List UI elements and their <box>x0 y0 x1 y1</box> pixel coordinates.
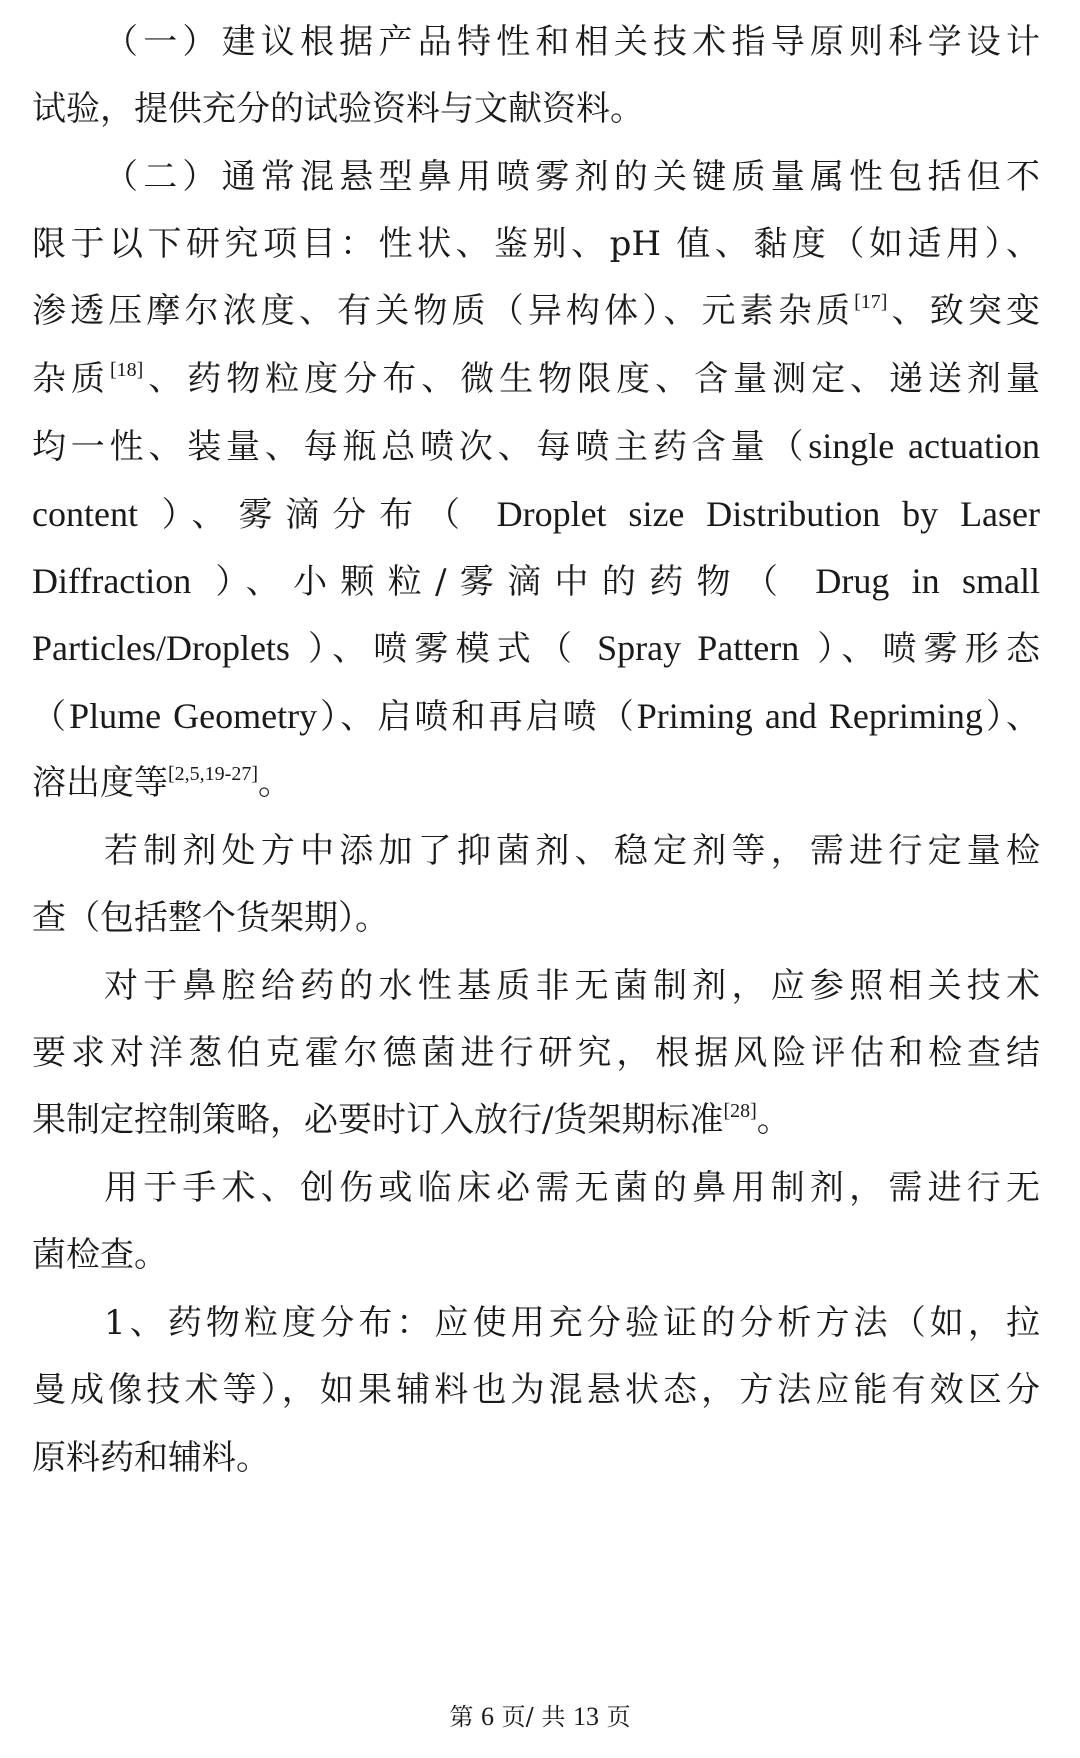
text-span: Particles/Droplets <box>32 628 290 668</box>
text-span: 、药物粒度分布、微生物限度、含量测定、递送剂量 <box>143 359 1041 399</box>
citation-ref: [28] <box>723 1100 757 1122</box>
paragraph-6-line-3: 原料药和辅料。 <box>32 1438 270 1478</box>
paragraph-2-line-4 <box>32 359 1040 399</box>
paragraph-6-line-1: 1、药物粒度分布：应使用充分验证的分析方法（如，拉 <box>104 1303 1040 1343</box>
paragraph-2-line-3 <box>32 291 1040 331</box>
text-span: 渗透压摩尔浓度、有关物质（异构体）、元素杂质 <box>32 291 855 331</box>
paragraph-5-line-1: 用于手术、创伤或临床必需无菌的鼻用制剂，需进行无 <box>104 1168 1040 1208</box>
paragraph-1-line-1: （一）建议根据产品特性和相关技术指导原则科学设计 <box>104 22 1040 62</box>
text-span: ）、雾滴分布（ <box>161 495 473 535</box>
paragraph-6-line-2: 曼成像技术等），如果辅料也为混悬状态，方法应能有效区分 <box>32 1370 1040 1410</box>
paragraph-2-line-8 <box>32 628 1040 668</box>
text-span: Droplet size Distribution by Laser <box>496 494 1041 534</box>
text-span: content <box>32 494 138 534</box>
text-span: 溶出度等 <box>32 763 168 803</box>
citation-ref: [17] <box>854 291 888 313</box>
paragraph-5-line-2: 菌检查。 <box>32 1235 168 1275</box>
text-span: single actuation <box>808 426 1040 466</box>
page-number: 6 <box>481 1702 494 1731</box>
paragraph-4-line-1: 对于鼻腔给药的水性基质非无菌制剂，应参照相关技术 <box>104 966 1040 1006</box>
paragraph-2-line-9 <box>32 696 1040 736</box>
text-span: 均一性、装量、每瓶总喷次、每喷主药含量（ <box>32 427 809 467</box>
text-span: ）、喷雾形态 <box>817 629 1041 669</box>
paragraph-2-line-5 <box>32 426 1040 466</box>
paragraph-2-line-6 <box>32 494 1040 534</box>
text-span: ）、 <box>982 697 1041 737</box>
text-span: Spray Pattern <box>597 628 800 668</box>
paragraph-3-line-1: 若制剂处方中添加了抑菌剂、稳定剂等，需进行定量检 <box>104 831 1040 871</box>
text-span: Plume Geometry <box>69 696 318 736</box>
paragraph-4-line-3 <box>32 1100 1040 1140</box>
page-suffix: 页 <box>606 1703 631 1731</box>
text-span: Drug in small <box>815 561 1040 601</box>
text-span: ）、喷雾模式（ <box>307 629 580 669</box>
citation-ref: [2,5,19-27] <box>168 763 258 785</box>
text-span: （ <box>32 697 70 737</box>
text-span: 、致突变 <box>887 291 1041 331</box>
text-span: ）、小颗粒/雾滴中的药物（ <box>215 562 792 602</box>
page-footer <box>0 1702 1080 1732</box>
text-span: 果制定控制策略，必要时订入放行/货架期标准 <box>32 1100 724 1140</box>
paragraph-2-line-7 <box>32 561 1040 601</box>
paragraph-3-line-2: 查（包括整个货架期）。 <box>32 898 389 938</box>
total-pages: 13 <box>573 1702 599 1731</box>
page-mid: 页/ 共 <box>501 1703 566 1731</box>
paragraph-2-line-2: 限于以下研究项目：性状、鉴别、pH 值、黏度（如适用）、 <box>32 224 1040 264</box>
citation-ref: [18] <box>109 359 144 381</box>
text-span: ）、启喷和再启喷（ <box>317 697 637 737</box>
text-span: Priming and Repriming <box>636 696 983 736</box>
text-span: 杂质 <box>32 359 110 399</box>
paragraph-2-line-1: （二）通常混悬型鼻用喷雾剂的关键质量属性包括但不 <box>104 157 1040 197</box>
text-span: 。 <box>756 1100 791 1140</box>
text-span: 。 <box>257 763 292 803</box>
paragraph-2-line-10 <box>32 763 1040 803</box>
paragraph-1-line-2: 试验，提供充分的试验资料与文献资料。 <box>32 89 644 129</box>
paragraph-4-line-2: 要求对洋葱伯克霍尔德菌进行研究，根据风险评估和检查结 <box>32 1033 1040 1073</box>
text-span: Diffraction <box>32 561 192 601</box>
page-prefix: 第 <box>449 1703 474 1731</box>
